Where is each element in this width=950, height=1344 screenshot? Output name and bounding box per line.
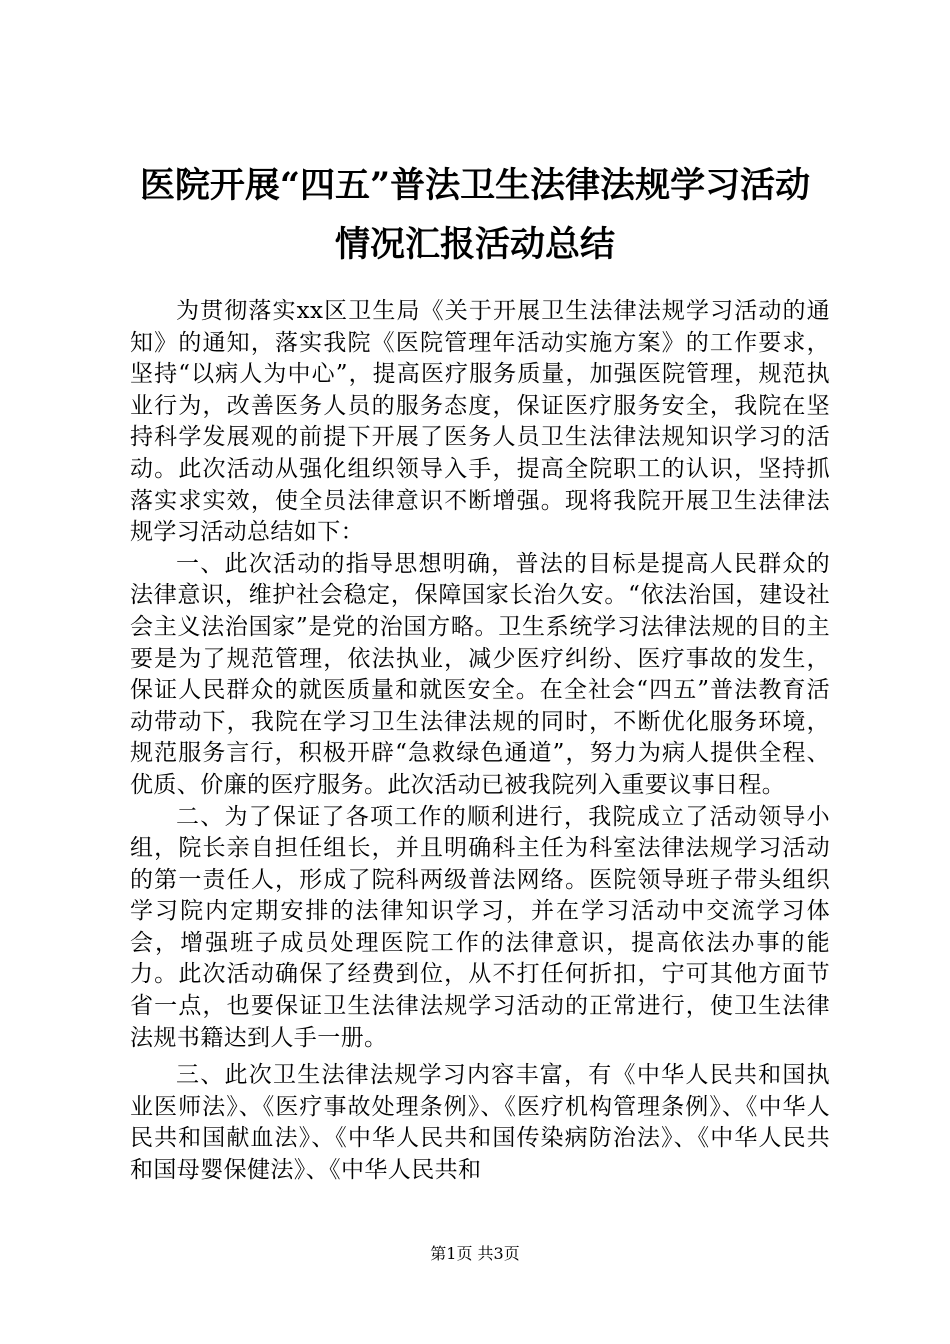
paragraph-section-3: 三、此次卫生法律法规学习内容丰富，有《中华人民共和国执业医师法》、《医疗事故处理条例》、《医疗机构管理条例》、《中华人民共和国献血法》、《中华人民共和国传染病防治法》、《中华人民共和国母婴保健法》、《中华人民共和	[130, 1062, 830, 1184]
paragraph-section-1: 一、此次活动的指导思想明确，普法的目标是提高人民群众的法律意识，维护社会稳定，保障国家长治久安。“依法治国，建设社会主义法治国家”是党的治国方略。卫生系统学习法律法规的目的主要是为了规范管理，依法执业，减少医疗纠纷、医疗事故的发生，保证人民群众的就医质量和就医安全。在全社会“四五”普法教育活动带动下，我院在学习卫生法律法规的同时，不断优化服务环境，规范服务言行，积极开辟“急救绿色通道”，努力为病人提供全程、优质、价廉的医疗服务。此次活动已被我院列入重要议事日程。	[130, 550, 830, 798]
paragraph-section-2: 二、为了保证了各项工作的顺利进行，我院成立了活动领导小组，院长亲自担任组长，并且明确科主任为科室法律法规学习活动的第一责任人，形成了院科两级普法网络。医院领导班子带头组织学习院内定期安排的法律知识学习，并在学习活动中交流学习体会，增强班子成员处理医院工作的法律意识，提高依法办事的能力。此次活动确保了经费到位，从不打任何折扣，宁可其他方面节省一点，也要保证卫生法律法规学习活动的正常进行，使卫生法律法规书籍达到人手一册。	[130, 803, 830, 1051]
document-title	[120, 156, 830, 274]
document-body	[130, 296, 830, 1187]
page-number-footer: 第1页 共3页	[430, 1244, 520, 1263]
title-line-1: 医院开展“四五”普法卫生法律法规学习活动	[139, 165, 811, 206]
paragraph-intro: 为贯彻落实xx区卫生局《关于开展卫生法律法规学习活动的通知》的通知，落实我院《医院管理年活动实施方案》的工作要求，坚持“以病人为中心”，提高医疗服务质量，加强医院管理，规范执业行为，改善医务人员的服务态度，保证医疗服务安全，我院在坚持科学发展观的前提下开展了医务人员卫生法律法规知识学习的活动。此次活动从强化组织领导入手，提高全院职工的认识，坚持抓落实求实效，使全员法律意识不断增强。现将我院开展卫生法律法规学习活动总结如下：	[130, 298, 830, 546]
title-line-2: 情况汇报活动总结	[334, 224, 615, 265]
